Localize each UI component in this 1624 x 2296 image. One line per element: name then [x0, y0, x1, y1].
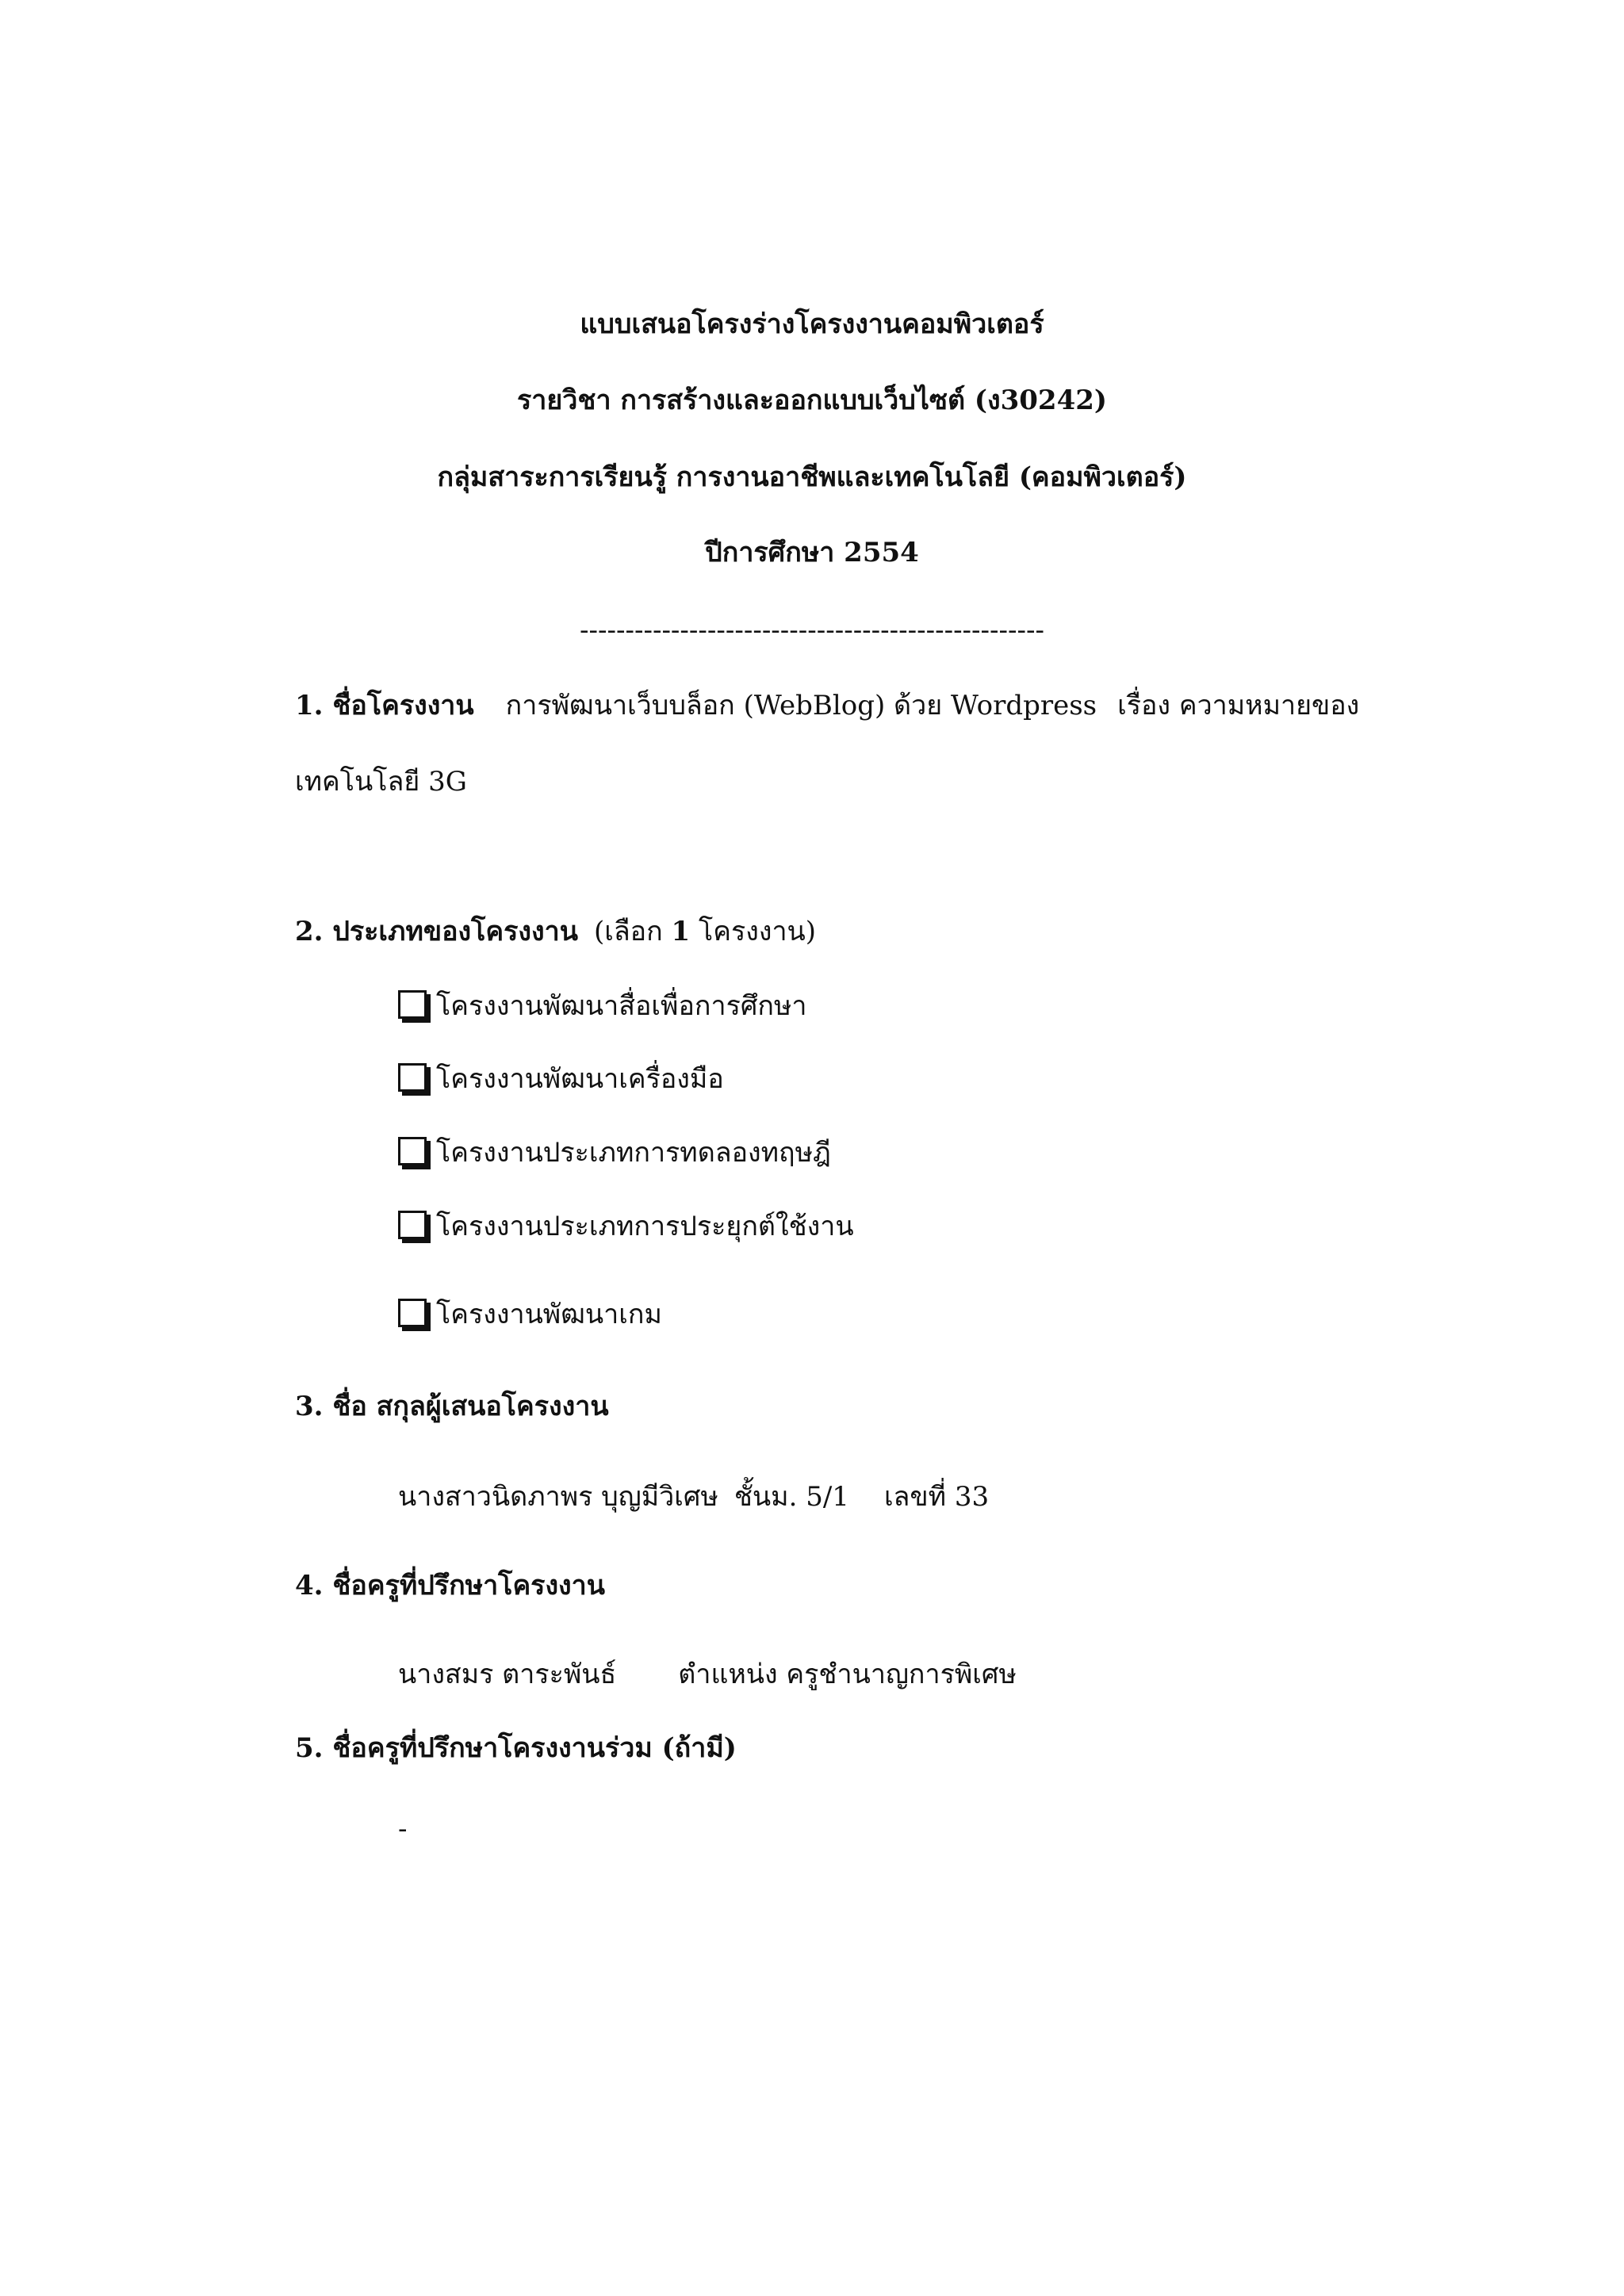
- section2-label: 2. ประเภทของโครงงาน: [295, 916, 578, 947]
- project-topic: เรื่อง ความหมายของ: [1117, 690, 1360, 721]
- section2-note-suffix: โครงงาน): [698, 916, 817, 947]
- option-label: โครงงานพัฒนาเครื่องมือ: [436, 1063, 724, 1095]
- option-label: โครงงานประเภทการทดลองทฤษฎี: [436, 1137, 831, 1169]
- advisor-row: [398, 1657, 1017, 1692]
- section2-note-number: 1: [671, 916, 691, 947]
- separator-line: ---------------------------------------------------: [580, 614, 1044, 646]
- advisor-name: นางสมร ตาระพันธ์: [398, 1659, 617, 1690]
- project-name-continued: เทคโนโลยี 3G: [295, 766, 467, 798]
- checkbox-icon[interactable]: [398, 1299, 427, 1327]
- section3-label: 3. ชื่อ สกุลผู้เสนอโครงงาน: [295, 1391, 609, 1422]
- co-advisor-value: -: [398, 1813, 408, 1845]
- option-game-development[interactable]: [398, 1297, 662, 1332]
- advisor-position: ตำแหน่ง ครูชำนาญการพิเศษ: [678, 1659, 1017, 1690]
- checkbox-icon[interactable]: [398, 1063, 427, 1092]
- section5-label: 5. ชื่อครูที่ปรึกษาโครงงานร่วม (ถ้ามี): [295, 1732, 737, 1764]
- section2-row: [295, 914, 816, 949]
- option-theory-experiment[interactable]: [398, 1135, 831, 1170]
- section1-row: [295, 688, 1359, 723]
- option-label: โครงงานพัฒนาเกม: [436, 1299, 662, 1330]
- subject-group: กลุ่มสาระการเรียนรู้ การงานอาชีพและเทคโนโลยี (คอมพิวเตอร์): [437, 461, 1187, 493]
- section4-label: 4. ชื่อครูที่ปรึกษาโครงงาน: [295, 1570, 605, 1601]
- checkbox-icon[interactable]: [398, 1137, 427, 1165]
- option-education-media[interactable]: [398, 989, 807, 1024]
- section1-label: 1. ชื่อโครงงาน: [295, 690, 474, 721]
- form-title: แบบเสนอโครงร่างโครงงานคอมพิวเตอร์: [580, 308, 1044, 340]
- course-title: รายวิชา การสร้างและออกแบบเว็บไซต์ (ง30242): [517, 385, 1107, 416]
- option-label: โครงงานพัฒนาสื่อเพื่อการศึกษา: [436, 990, 807, 1022]
- option-application[interactable]: [398, 1209, 854, 1244]
- checkbox-icon[interactable]: [398, 990, 427, 1019]
- proposer-class: ชั้นม. 5/1: [733, 1481, 849, 1513]
- section2-note-prefix: (เลือก: [593, 916, 663, 947]
- project-name-text: การพัฒนาเว็บบล็อก (WebBlog) ด้วย Wordpress: [505, 690, 1097, 721]
- proposer-name: นางสาวนิดภาพร บุญมีวิเศษ: [398, 1481, 718, 1513]
- academic-year: ปีการศึกษา 2554: [705, 537, 919, 568]
- option-tool-development[interactable]: [398, 1062, 724, 1096]
- proposer-row: [398, 1479, 989, 1514]
- option-label: โครงงานประเภทการประยุกต์ใช้งาน: [436, 1211, 854, 1242]
- proposer-number: เลขที่ 33: [883, 1481, 990, 1513]
- checkbox-icon[interactable]: [398, 1211, 427, 1239]
